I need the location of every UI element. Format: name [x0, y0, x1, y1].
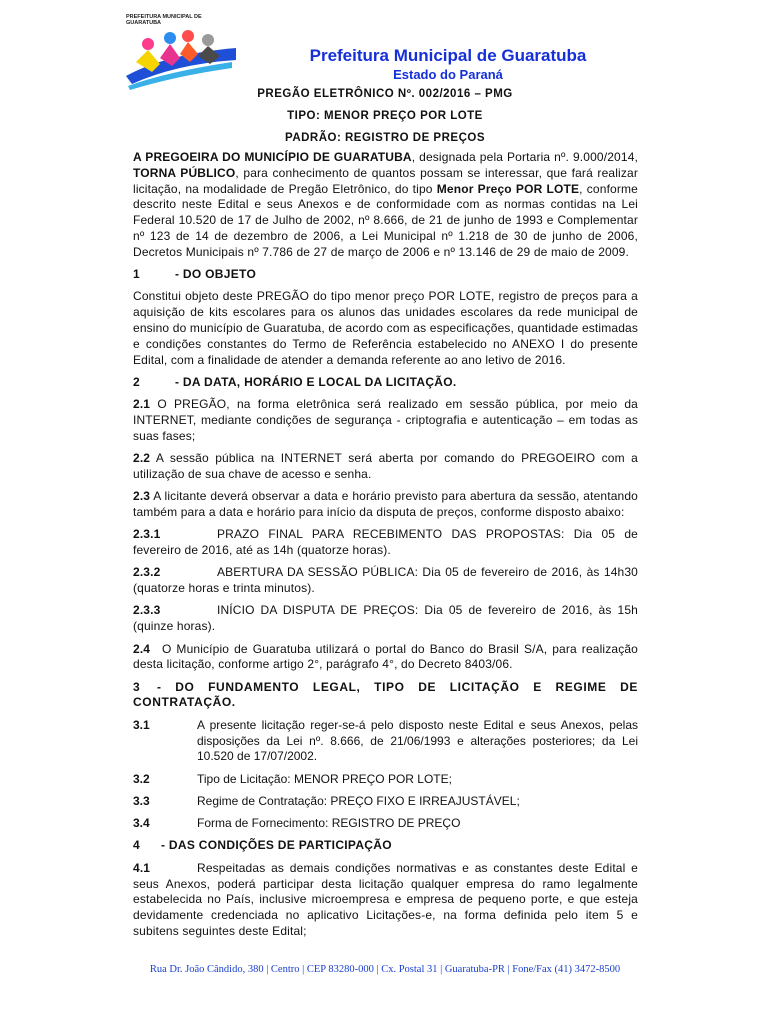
intro-bold-2: Menor Preço POR LOTE [436, 181, 580, 196]
item-2-1 [133, 397, 638, 444]
section-number: 2 [133, 374, 140, 389]
item-number: 2.3.1 [133, 527, 161, 542]
item-2-3 [133, 489, 638, 521]
section-number: 1 [133, 267, 140, 282]
section-1-text: Constitui objeto deste PREGÃO do tipo menor preço POR LOTE, registro de preços para a aquisição de kits escolares para os alunos das unidades escolares da rede municipal de ensino do município de Guaratuba, de acordo com as especificações, quantidade estimadas e condições constantes do Termo de Referência estabelecido no ANEXO I do presente Edital, com a finalidade de atender a demanda referente ao ano letivo de 2016. [133, 289, 638, 367]
state-subtitle: Estado do Paraná [393, 67, 503, 82]
page-title: Prefeitura Municipal de Guaratuba [309, 46, 587, 65]
section-4-heading [133, 838, 638, 854]
item-number: 3.4 [133, 816, 150, 831]
item-4-1 [133, 861, 638, 940]
item-number: 2.1 [133, 397, 151, 412]
intro-bold-1: TORNA PÚBLICO [133, 165, 236, 180]
item-number: 4.1 [133, 860, 151, 875]
item-2-3-2 [133, 565, 638, 597]
intro-paragraph [133, 150, 638, 261]
intro-text-1: , designada pela Portaria nº. 9.000/2014, [411, 150, 639, 164]
section-title: - DO OBJETO [175, 267, 257, 282]
item-text: Regime de Contratação: PREÇO FIXO E IRREAJUSTÁVEL; [197, 793, 520, 808]
item-2-2 [133, 451, 638, 483]
page-footer: Rua Dr. João Cândido, 380 | Centro | CEP 83280-000 | Cx. Postal 31 | Guaratuba-PR | Fone/Fax (41) 3472-8500 [149, 964, 621, 975]
document-body [133, 150, 638, 940]
section-title: - DO FUNDAMENTO LEGAL, TIPO DE LICITAÇÃO E REGIME DE CONTRATAÇÃO. [133, 679, 638, 710]
item-3-3 [133, 794, 638, 810]
intro-text-2: , para conhecimento de quantos possam se interessar, que fará realizar licitação, na modalidade de Pregão Eletrônico, do tipo [133, 165, 638, 196]
tender-type: TIPO: MENOR PREÇO POR LOTE [287, 110, 483, 122]
item-3-2 [133, 772, 638, 788]
section-number: 3 [133, 679, 141, 694]
item-text: O PREGÃO, na forma eletrônica será realizado em sessão pública, por meio da INTERNET, mediante condições de segurança - criptografia e autenticação – em todas as suas fases; [133, 397, 638, 443]
item-number: 2.3.2 [133, 565, 161, 580]
item-text: A licitante deverá observar a data e horário previsto para abertura da sessão, atentando também para a data e horário para início da disputa de preços, conforme disposto abaixo: [133, 489, 638, 519]
item-3-1 [133, 718, 638, 765]
section-title: - DAS CONDIÇÕES DE PARTICIPAÇÃO [161, 838, 392, 853]
item-text: PRAZO FINAL PARA RECEBIMENTO DAS PROPOSTAS: Dia 05 de fevereiro de 2016, até as 14h (quatorze horas). [133, 527, 638, 558]
item-text: Forma de Fornecimento: REGISTRO DE PREÇO [197, 816, 461, 831]
intro-lead: A PREGOEIRA DO MUNICÍPIO DE GUARATUBA [133, 150, 412, 164]
section-title: - DA DATA, HORÁRIO E LOCAL DA LICITAÇÃO. [175, 374, 457, 389]
tender-standard: PADRÃO: REGISTRO DE PREÇOS [285, 132, 485, 144]
item-number: 2.2 [133, 451, 151, 466]
section-2-heading [133, 375, 638, 391]
item-text: Tipo de Licitação: MENOR PREÇO POR LOTE; [197, 771, 452, 786]
item-text: O Município de Guaratuba utilizará o portal do Banco do Brasil S/A, para realização desta licitação, conforme artigo 2°, parágrafo 4°, do Decreto 8403/06. [133, 641, 638, 672]
item-3-4 [133, 816, 638, 832]
item-text: INÍCIO DA DISPUTA DE PREÇOS: Dia 05 de fevereiro de 2016, às 15h (quinze horas). [133, 603, 638, 634]
item-text: A sessão pública na INTERNET será aberta por comando do PREGOEIRO com a utilização de sua chave de acesso e senha. [133, 451, 638, 481]
item-number: 2.3.3 [133, 603, 161, 618]
section-number: 4 [133, 838, 140, 853]
item-number: 3.3 [133, 793, 150, 808]
item-number: 2.4 [133, 641, 151, 656]
section-3-heading [133, 680, 638, 712]
item-number: 3.1 [133, 717, 150, 732]
tender-number: PREGÃO ELETRÔNICO Nº. 002/2016 – PMG [257, 88, 513, 100]
item-2-3-1 [133, 527, 638, 559]
item-text: Respeitadas as demais condições normativas e as constantes deste Edital e seus Anexos, poderá participar desta licitação qualquer empresa do ramo legalmente estabelecida no País, inclusive microempresa e empresa de pequeno porte, e que esteja devidamente credenciada no aplicativo Licitações-e, na forma definida pelo item 5 e subitens seguintes deste Edital; [133, 860, 638, 938]
item-2-4 [133, 642, 638, 674]
item-text: A presente licitação reger-se-á pelo disposto neste Edital e seus Anexos, pelas disposições da Lei nº. 8.666, de 21/06/1993 e alterações posteriores; da Lei 10.520 de 17/07/2002. [197, 717, 638, 764]
item-number: 2.3 [133, 489, 151, 504]
logo-text: PREFEITURA MUNICIPAL DE GUARATUBA [126, 14, 202, 26]
item-2-3-3 [133, 603, 638, 635]
intro-text-3: , conforme descrito neste Edital e seus Anexos e de conformidade com as normas contidas na Lei Federal 10.520 de 17 de Julho de 2002, nº 8.666, de 21 de junho de 1993 e Complementar nº 123 de 14 de dezembro de 2006, a Lei Municipal nº 1.218 de 30 de junho de 2006, Decretos Municipais nº 7.786 de 27 de março de 2006 e nº 13.146 de 29 de maio de 2009. [133, 181, 638, 259]
item-text: ABERTURA DA SESSÃO PÚBLICA: Dia 05 de fevereiro de 2016, às 14h30 (quatorze horas e trinta minutos). [133, 565, 638, 596]
section-1-heading [133, 267, 638, 283]
item-number: 3.2 [133, 771, 150, 786]
